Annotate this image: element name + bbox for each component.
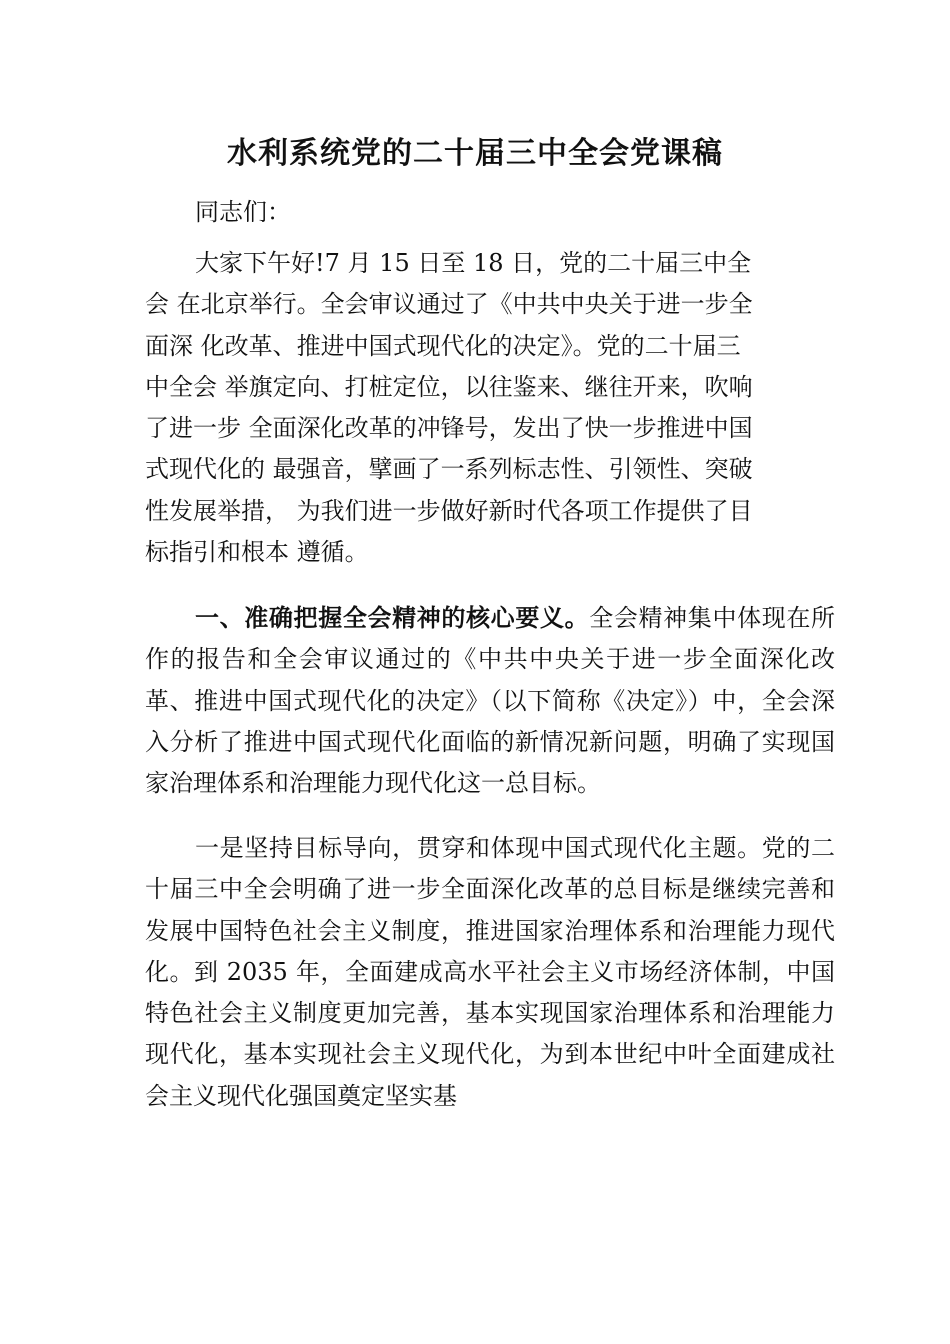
document-title: 水利系统党的二十届三中全会党课稿 xyxy=(227,136,723,171)
paragraph-opening: 大家下午好!7 月 15 日至 18 日，党的二十届三中全 会 在北京举行。全会审议通过了《中共中央关于进一步全 面深 化改革、推进中国式现代化的决定》。党的二十届三 中全会 举旗定向、打桩定位，以往鉴来、继往开来，吹响 了进一步 全面深化改革的冲锋号，发出了快一步推进中国 式现代化的 最强音，擘画了一系列标志性、引领性、突破 性发展举措， 为我们进一步做好新时代各项工作提供了目 标指引和根本 遵循。 xyxy=(145,249,753,567)
section-one-text: 全会精神集中体现在所作的报告和全会审议通过的《中共中央关于进一步全面深化改革、推进中国式现代化的决定》（以下简称《决定》）中，全会深入分析了推进中国式现代化面临的新情况新问题，明确了实现国家治理体系和治理能力现代化这一总目标。 xyxy=(145,604,836,798)
paragraph-point-one: 一是坚持目标导向，贯穿和体现中国式现代化主题。党的二十届三中全会明确了进一步全面深化改革的总目标是继续完善和发展中国特色社会主义制度，推进国家治理体系和治理能力现代化。到 2035 年，全面建成高水平社会主义市场经济体制，中国特色社会主义制度更加完善，基本实现国家治理体系和治理能力现代化，基本实现社会主义现代化，为到本世纪中叶全面建成社会主义现代化强国奠定坚实基 xyxy=(145,834,835,1110)
salutation: 同志们： xyxy=(195,198,291,226)
section-heading-one: 一、准确把握全会精神的核心要义。 xyxy=(195,604,590,632)
paragraph-section-one xyxy=(145,598,835,804)
